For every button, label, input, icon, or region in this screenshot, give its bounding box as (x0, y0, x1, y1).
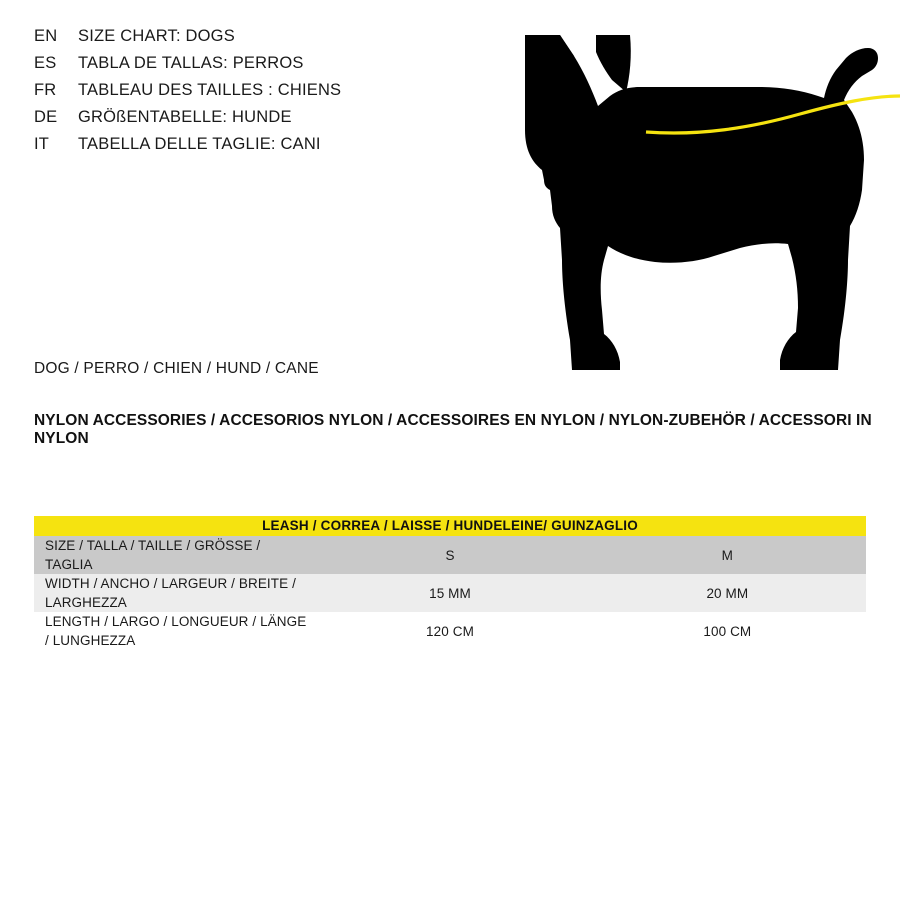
legend-text-it: TABELLA DELLE TAGLIE: CANI (78, 135, 321, 153)
table-title: LEASH / CORREA / LAISSE / HUNDELEINE/ GUINZAGLIO (34, 516, 866, 536)
row-size-value-m: M (589, 536, 866, 574)
legend-text-fr: TABLEAU DES TAILLES : CHIENS (78, 81, 342, 99)
row-width-value-m: 20 MM (589, 574, 866, 612)
table-row (34, 612, 866, 650)
legend-code-de: DE (34, 108, 58, 126)
caption-species: DOG / PERRO / CHIEN / HUND / CANE (34, 360, 319, 377)
size-table (34, 516, 866, 650)
legend-code-en: EN (34, 27, 58, 45)
row-label-length: LENGTH / LARGO / LONGUEUR / LÄNGE / LUNGHEZZA (34, 612, 311, 650)
row-size-value-s: S (311, 536, 588, 574)
legend-row-de (34, 108, 494, 135)
legend-text-de: GRÖßENTABELLE: HUNDE (78, 108, 292, 126)
legend-code-it: IT (34, 135, 50, 153)
table-row (34, 574, 866, 612)
size-table-wrap (34, 516, 866, 650)
table-title-row (34, 516, 866, 536)
legend-row-en (34, 27, 494, 54)
language-legend (34, 27, 494, 162)
dog-silhouette-icon (500, 10, 900, 400)
legend-code-es: ES (34, 54, 57, 72)
legend-code-fr: FR (34, 81, 57, 99)
row-label-width: WIDTH / ANCHO / LARGEUR / BREITE / LARGHEZZA (34, 574, 311, 612)
legend-row-fr (34, 81, 494, 108)
legend-text-en: SIZE CHART: DOGS (78, 27, 235, 45)
caption-accessories: NYLON ACCESSORIES / ACCESORIOS NYLON / ACCESSOIRES EN NYLON / NYLON-ZUBEHÖR / ACCESSORI IN NYLON (34, 412, 872, 447)
row-length-value-m: 100 CM (589, 612, 866, 650)
row-width-value-s: 15 MM (311, 574, 588, 612)
row-label-size: SIZE / TALLA / TAILLE / GRÖSSE / TAGLIA (34, 536, 311, 574)
legend-row-es (34, 54, 494, 81)
table-row (34, 536, 866, 574)
legend-row-it (34, 135, 494, 162)
legend-text-es: TABLA DE TALLAS: PERROS (78, 54, 304, 72)
row-length-value-s: 120 CM (311, 612, 588, 650)
